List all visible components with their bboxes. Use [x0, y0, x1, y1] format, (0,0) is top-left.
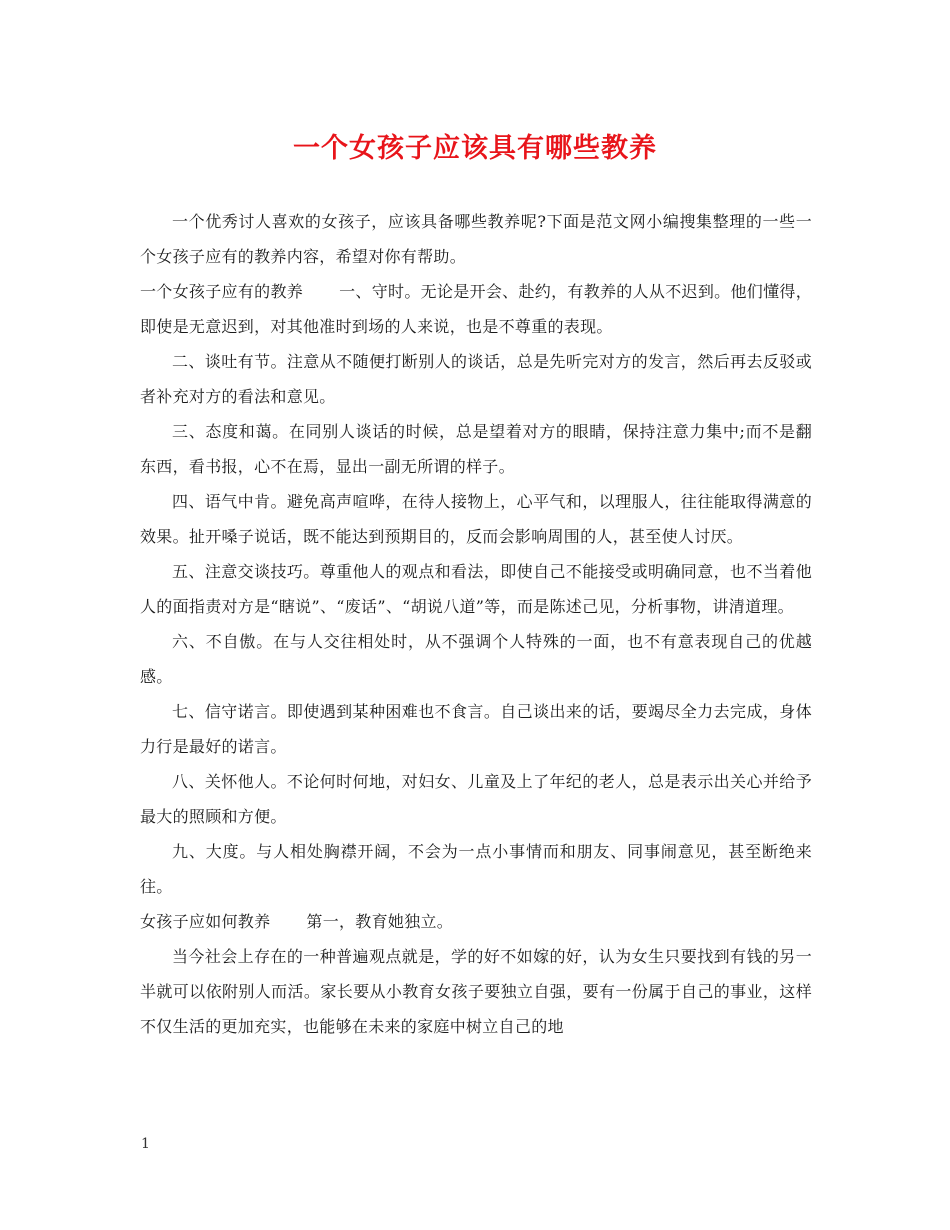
- section-2-paragraph: [140, 904, 812, 939]
- list-item: 七、信守诺言。即使遇到某种困难也不食言。自己谈出来的话，要竭尽全力去完成，身体力行是最好的诺言。: [140, 702, 812, 756]
- list-item: 三、态度和蔼。在同别人谈话的时候，总是望着对方的眼睛，保持注意力集中;而不是翻东西，看书报，心不在焉，显出一副无所谓的样子。: [140, 422, 812, 476]
- list-item: 五、注意交谈技巧。尊重他人的观点和看法，即使自己不能接受或明确同意，也不当着他人的面指责对方是“瞎说”、“废话”、“胡说八道”等，而是陈述己见，分析事物，讲清道理。: [140, 562, 812, 616]
- intro-paragraph: 一个优秀讨人喜欢的女孩子，应该具备哪些教养呢?下面是范文网小编搜集整理的一些一个女孩子应有的教养内容，希望对你有帮助。: [140, 212, 812, 266]
- section-1-paragraph: [140, 274, 812, 344]
- section-2-heading: 女孩子应如何教养: [140, 912, 271, 931]
- closing-paragraph: 当今社会上存在的一种普遍观点就是，学的好不如嫁的好，认为女生只要找到有钱的另一半就可以依附别人而活。家长要从小教育女孩子要独立自强，要有一份属于自己的事业，这样不仅生活的更加充实，也能够在未来的家庭中树立自己的地: [140, 947, 812, 1036]
- section-1-heading: 一个女孩子应有的教养: [140, 282, 304, 301]
- list-item: 六、不自傲。在与人交往相处时，从不强调个人特殊的一面，也不有意表现自己的优越感。: [140, 632, 812, 686]
- document-body: [140, 204, 812, 1044]
- section-2-first-item: 第一，教育她独立。: [306, 912, 454, 931]
- list-item: 二、谈吐有节。注意从不随便打断别人的谈话，总是先听完对方的发言，然后再去反驳或者补充对方的看法和意见。: [140, 352, 812, 406]
- list-item: 九、大度。与人相处胸襟开阔，不会为一点小事情而和朋友、同事闹意见，甚至断绝来往。: [140, 842, 812, 896]
- list-item: 八、关怀他人。不论何时何地，对妇女、儿童及上了年纪的老人，总是表示出关心并给予最大的照顾和方便。: [140, 772, 812, 826]
- section-1-first-item: 一、守时。无论是开会、赴约，有教养的人从不迟到。他们懂得，即使是无意迟到，对其他准时到场的人来说，也是不尊重的表现。: [140, 282, 812, 336]
- page-number: 1: [141, 1136, 150, 1152]
- list-item: 四、语气中肯。避免高声喧哗，在待人接物上，心平气和，以理服人，往往能取得满意的效果。扯开嗓子说话，既不能达到预期目的，反而会影响周围的人，甚至使人讨厌。: [140, 492, 812, 546]
- document-title: 一个女孩子应该具有哪些教养: [293, 133, 657, 164]
